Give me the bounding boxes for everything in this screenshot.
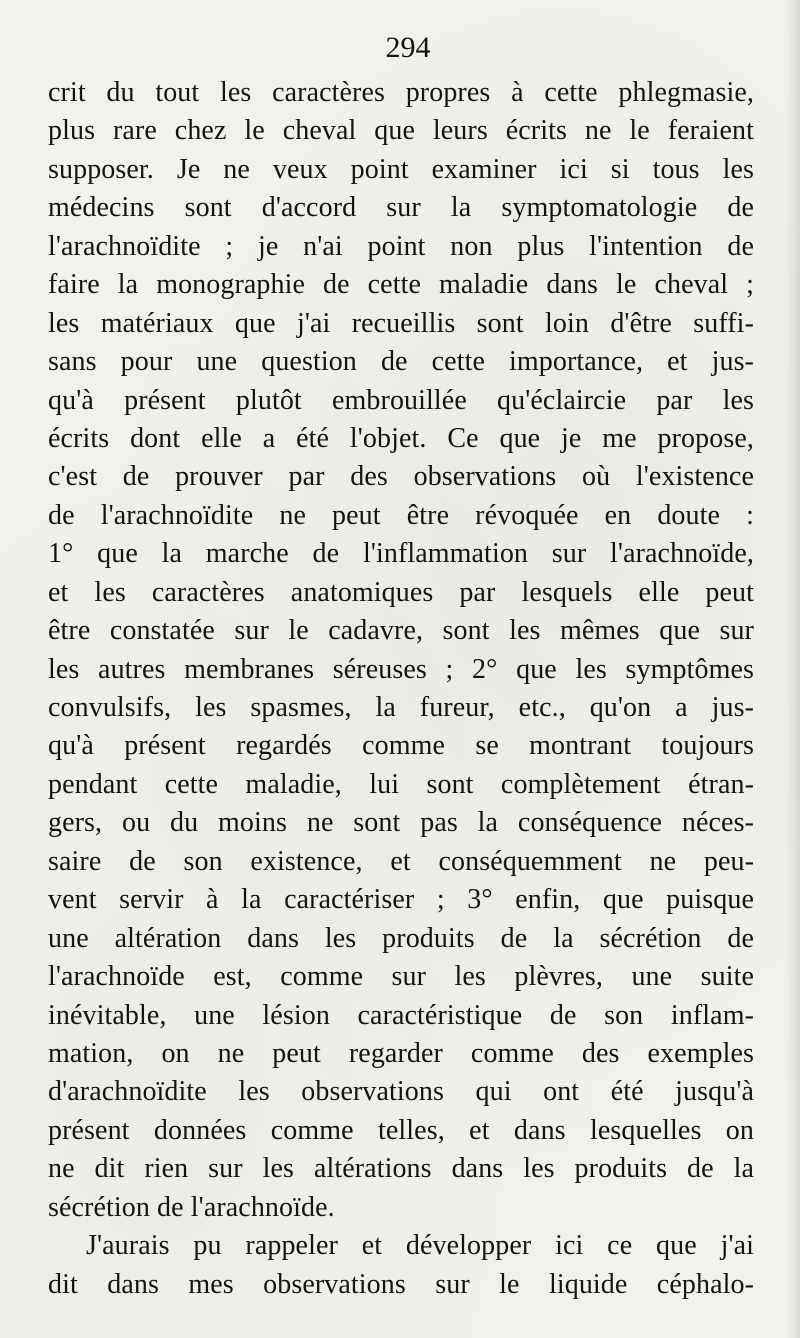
text-line: convulsifs, les spasmes, la fureur, etc., qu'on a jus- — [48, 692, 754, 723]
paragraph-2 — [48, 1227, 754, 1304]
text-line: d'arachnoïdite les observations qui ont été jusqu'à — [48, 1076, 754, 1108]
text-line: de l'arachnoïdite ne peut être révoquée en doute : — [48, 499, 754, 531]
text-line: sécrétion de l'arachnoïde. — [48, 1191, 335, 1223]
text-line: l'arachnoïdite ; je n'ai point non plus l'intention de — [48, 230, 754, 262]
text-line: faire la monographie de cette maladie dans le cheval ; — [48, 269, 754, 301]
text-line: qu'à présent regardés comme se montrant toujours — [48, 730, 754, 762]
text-line: gers, ou du moins ne sont pas la conséquence néces- — [48, 807, 754, 839]
text-line: plus rare chez le cheval que leurs écrits ne le feraient — [48, 115, 754, 147]
text-line: présent données comme telles, et dans lesquelles on — [48, 1114, 754, 1146]
text-line: supposer. Je ne veux point examiner ici si tous les — [48, 153, 754, 185]
text-line: médecins sont d'accord sur la symptomatologie de — [48, 192, 754, 224]
text-line: écrits dont elle a été l'objet. Ce que je me propose, — [48, 422, 754, 454]
page-number: 294 — [385, 31, 431, 64]
text-line: être constatée sur le cadavre, sont les mêmes que sur — [48, 615, 754, 647]
text-line: c'est de prouver par des observations où l'existence — [48, 461, 754, 493]
text-line: les autres membranes séreuses ; 2° que les symptômes — [48, 653, 754, 685]
text-line: saire de son existence, et conséquemment ne peu- — [48, 845, 754, 877]
text-line: une altération dans les produits de la sécrétion de — [48, 922, 754, 954]
page-edge-shadow — [786, 0, 800, 1338]
text-line: les matériaux que j'ai recueillis sont loin d'être suffi- — [48, 307, 754, 339]
text-line: l'arachnoïde est, comme sur les plèvres, une suite — [48, 961, 754, 993]
paragraph-1 — [48, 74, 754, 1227]
text-line: qu'à présent plutôt embrouillée qu'éclaircie par les — [48, 384, 754, 416]
text-line: vent servir à la caractériser ; 3° enfin, que puisque — [48, 884, 754, 916]
text-line: et les caractères anatomiques par lesquels elle peut — [48, 576, 754, 608]
text-line: sans pour une question de cette importance, et jus- — [48, 346, 754, 378]
text-line: pendant cette maladie, lui sont complètement étran- — [48, 768, 754, 800]
text-line: ne dit rien sur les altérations dans les produits de la — [48, 1153, 754, 1185]
text-line: crit du tout les caractères propres à cette phlegmasie, — [48, 77, 754, 108]
text-line: 1° que la marche de l'inflammation sur l'arachnoïde, — [48, 538, 754, 570]
text-line: dit dans mes observations sur le liquide céphalo- — [48, 1268, 754, 1300]
text-line: J'aurais pu rappeler et développer ici ce que j'ai — [86, 1230, 754, 1262]
text-line: mation, on ne peut regarder comme des exemples — [48, 1037, 754, 1069]
text-line: inévitable, une lésion caractéristique de son inflam- — [48, 999, 754, 1031]
